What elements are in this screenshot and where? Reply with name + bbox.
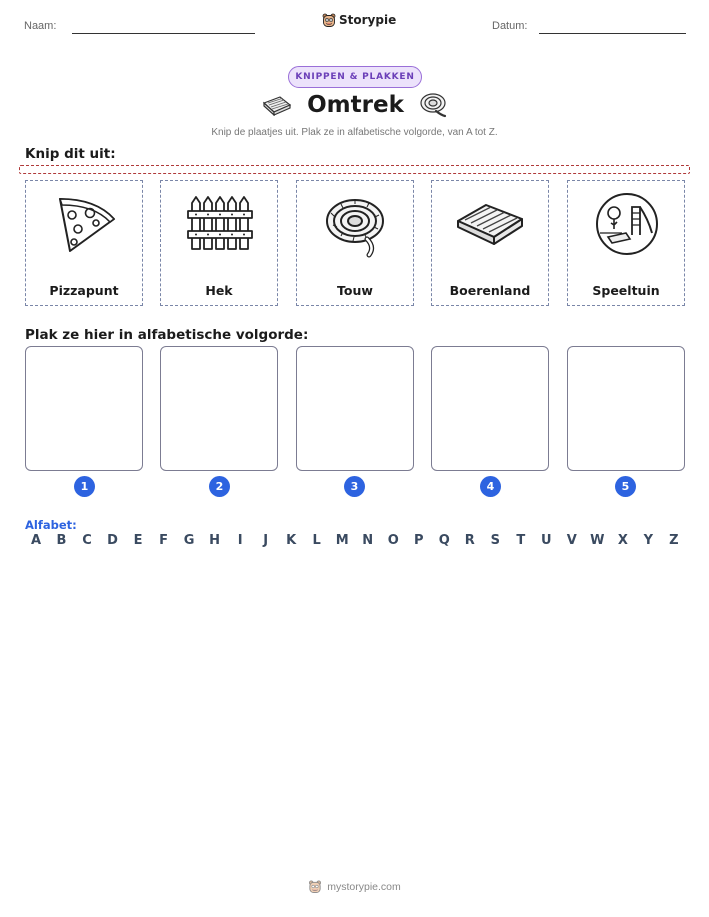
- cut-card-speeltuin[interactable]: [567, 180, 685, 306]
- slot-number-1: 1: [74, 476, 95, 497]
- alphabet-letter: I: [237, 533, 243, 548]
- page-title: Omtrek: [307, 92, 404, 118]
- alphabet-label: Alfabet:: [25, 518, 77, 532]
- alphabet-letter: M: [335, 533, 349, 548]
- alphabet-letter: Z: [669, 533, 679, 548]
- paste-section-label: Plak ze hier in alfabetische volgorde:: [25, 327, 309, 343]
- storypie-mascot-icon: [322, 12, 336, 28]
- slot-number-3: 3: [344, 476, 365, 497]
- alphabet-letter: O: [387, 533, 399, 548]
- paste-slot-4[interactable]: [431, 346, 549, 471]
- paste-slot-2[interactable]: [160, 346, 278, 471]
- paste-slot-1[interactable]: [25, 346, 143, 471]
- date-line[interactable]: [539, 33, 686, 34]
- instructions: Knip de plaatjes uit. Plak ze in alfabetische volgorde, van A tot Z.: [211, 127, 498, 138]
- storypie-logo: [322, 12, 396, 28]
- name-label: Naam:: [24, 20, 57, 32]
- alphabet-letter: Q: [438, 533, 450, 548]
- card-label: Boerenland: [449, 283, 531, 298]
- alphabet-letter: C: [82, 533, 92, 548]
- alphabet-letter: P: [413, 533, 424, 548]
- farmland-icon: [261, 94, 293, 116]
- farmland-icon: [456, 189, 526, 259]
- alphabet-letter: A: [30, 533, 42, 548]
- alphabet-letter: W: [590, 533, 605, 548]
- alphabet-letter: B: [56, 533, 67, 548]
- cut-card-touw[interactable]: [296, 180, 414, 306]
- name-line[interactable]: [72, 33, 255, 34]
- cut-line: [19, 165, 690, 174]
- card-label: Pizzapunt: [49, 283, 119, 298]
- slot-number-2: 2: [209, 476, 230, 497]
- cut-section-label: Knip dit uit:: [25, 146, 116, 162]
- slot-number-4: 4: [480, 476, 501, 497]
- alphabet-letter: R: [464, 533, 475, 548]
- card-label: Speeltuin: [592, 283, 660, 298]
- pizza-slice-icon: [50, 189, 120, 259]
- cut-card-pizzapunt[interactable]: [25, 180, 143, 306]
- card-label: Touw: [337, 283, 373, 298]
- alphabet-letter: D: [107, 533, 118, 548]
- alphabet-letter: U: [541, 533, 552, 548]
- alphabet-letter: F: [159, 533, 169, 548]
- rope-icon: [418, 92, 448, 118]
- storypie-mascot-icon: [308, 879, 322, 894]
- alphabet-letter: X: [617, 533, 628, 548]
- cut-card-hek[interactable]: [160, 180, 278, 306]
- activity-badge: KNIPPEN & PLAKKEN: [288, 66, 422, 88]
- playground-icon: [592, 189, 662, 259]
- paste-slot-5[interactable]: [567, 346, 685, 471]
- alphabet-letter: T: [516, 533, 526, 548]
- footer-url: mystorypie.com: [327, 880, 401, 893]
- alphabet-letter: K: [286, 533, 297, 548]
- slot-number-5: 5: [615, 476, 636, 497]
- alphabet-letter: N: [362, 533, 374, 548]
- alphabet-row: [25, 533, 685, 548]
- footer: [0, 879, 709, 894]
- card-label: Hek: [205, 283, 233, 298]
- cut-card-boerenland[interactable]: [431, 180, 549, 306]
- rope-icon: [321, 189, 391, 259]
- alphabet-letter: J: [263, 533, 269, 548]
- alphabet-letter: G: [183, 533, 195, 548]
- date-label: Datum:: [492, 20, 528, 32]
- alphabet-letter: E: [133, 533, 143, 548]
- alphabet-letter: S: [490, 533, 500, 548]
- paste-slot-3[interactable]: [296, 346, 414, 471]
- logo-text: Storypie: [339, 13, 397, 27]
- fence-icon: [185, 189, 255, 259]
- alphabet-letter: Y: [643, 533, 654, 548]
- alphabet-letter: H: [209, 533, 221, 548]
- title-row: [0, 92, 709, 118]
- alphabet-letter: V: [566, 533, 577, 548]
- alphabet-letter: L: [312, 533, 321, 548]
